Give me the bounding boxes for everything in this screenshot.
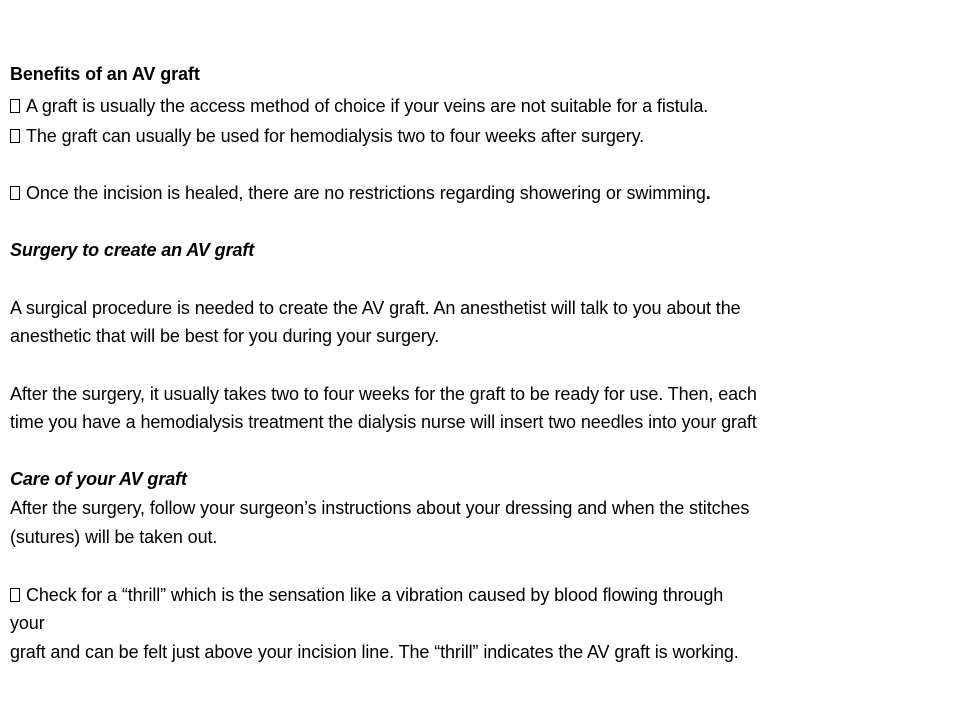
benefit-text-3: Once the incision is healed, there are no restrictions regarding showering or swimming [26,183,706,203]
missing-glyph-icon [10,588,20,602]
missing-glyph-icon [10,99,20,113]
surgery-paragraph-1-line-1: A surgical procedure is needed to create the AV graft. An anesthetist will talk to you about the [10,298,741,318]
heading-surgery: Surgery to create an AV graft [10,240,255,260]
care-bullet-text-1: Check for a “thrill” which is the sensation like a vibration caused by blood flowing through [26,585,724,605]
care-paragraph-line-2: (sutures) will be taken out. [10,527,218,547]
benefit-item-2 [10,125,644,147]
benefit-text-2: The graft can usually be used for hemodialysis two to four weeks after surgery. [26,126,645,146]
care-paragraph-line-1: After the surgery, follow your surgeon’s instructions about your dressing and when the stitches [10,498,750,518]
heading-care: Care of your AV graft [10,469,187,489]
benefit-text-3-end: . [705,183,711,203]
care-bullet-line-1 [10,584,723,606]
benefit-text-1: A graft is usually the access method of choice if your veins are not suitable for a fistula. [26,96,709,116]
surgery-paragraph-2-line-1: After the surgery, it usually takes two to four weeks for the graft to be ready for use. Then, each [10,384,757,404]
missing-glyph-icon [10,129,20,143]
surgery-paragraph-1-line-2: anesthetic that will be best for you during your surgery. [10,326,440,346]
care-bullet-line-2: your [10,613,45,633]
benefit-item-1 [10,95,708,117]
missing-glyph-icon [10,186,20,200]
heading-benefits: Benefits of an AV graft [10,64,200,84]
benefit-item-3 [10,182,711,204]
care-bullet-line-3: graft and can be felt just above your incision line. The “thrill” indicates the AV graft is working. [10,642,739,662]
surgery-paragraph-2-line-2: time you have a hemodialysis treatment the dialysis nurse will insert two needles into your graft [10,412,757,432]
